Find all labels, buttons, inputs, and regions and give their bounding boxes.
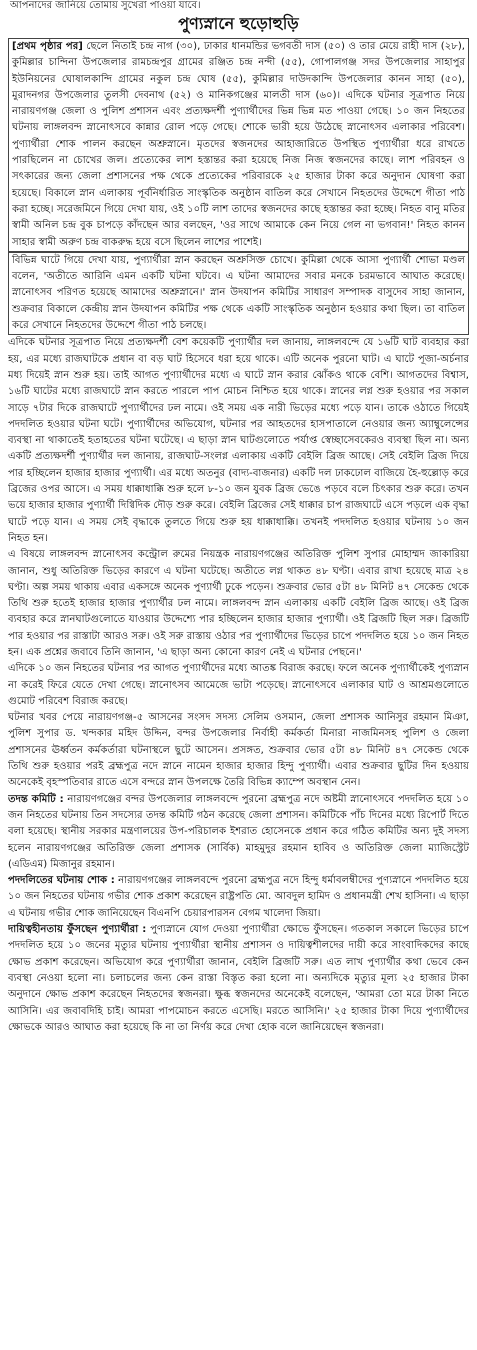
article-paragraph — [8, 792, 469, 873]
paragraph-lead: পদদলিতের ঘটনায় শোক : — [8, 875, 115, 887]
article-paragraph — [8, 873, 469, 922]
paragraph-lead: তদন্ত কমিটি : — [8, 793, 64, 805]
article-paragraph — [8, 710, 469, 791]
article-body — [8, 38, 469, 1348]
paragraph-text: ঘটনার খবর পেয়ে নারায়ণগঞ্জ-৫ আসনের সংসদ সদস্য সেলিম ওসমান, জেলা প্রশাসক আনিসুর রহমান মিঞা, পুলিশ সুপার ড. খন্দকার মহিদ উদ্দিন, বন্দর উপজেলার নির্বাহী কর্মকর্তা মিনারা নাজমিনসহ পুলিশ ও জেলা প্রশাসনের ঊর্ধ্বতন কর্মকর্তারা ঘটনাস্থলে ছুটে আসেন। প্রসঙ্গত, শুক্রবার ভোর ৫টা ৪৮ মিনিট ৪৭ সেকেন্ড থেকে তিথি শুরু হওয়ার পরই ব্রহ্মপুত্র নদে স্নানে নামেন হাজার হাজার হিন্দু পুণ্যার্থী। এবার শুক্রবার ছুটির দিন হওয়ায় অনেকেই বৃহস্পতিবার রাতে এসে বন্দরে স্নান উপলক্ষে তৈরি বিভিন্ন ক্যাম্পে অবস্থান নেন। — [8, 712, 469, 789]
article-paragraph — [8, 335, 469, 547]
paragraph-text: এদিকে ঘটনার সূত্রপাত নিয়ে প্রত্যক্ষদর্শী বেশ কয়েকটি পুণ্যার্থীর দল জানায়, লাঙ্গলবন্দে যে ১৬টি ঘাট ব্যবহার করা হয়, এর মধ্যে রাজঘাটকে প্রধান বা বড় ঘাট হিসেবে ধরা হয়ে থাকে। এটি অনেক পুরনো ঘাট। এ ঘাটে পূজা-অর্চনার মধ্য দিয়েই স্নান শুরু হয়। তাই আগত পুণ্যার্থীদের মধ্যে এ ঘাটে স্নান করার ঝোঁকও থাকে বেশি। আগতদের বিশ্বাস, ১৬টি ঘাটের মধ্যে রাজঘাটে স্নান করতে পারলে পাপ মোচন নিশ্চিত হয়ে থাকে। স্নানের লগ্ন শুরু হওয়ার পর সকাল সাড়ে ৭টার দিকে রাজঘাটে পুণ্যার্থীদের ঢল নামে। ওই সময় এক নারী ভিড়ের মধ্যে পড়ে যান। তাকে ওঠাতে গিয়েই পদদলিত হওয়ার ঘটনা ঘটে। পুণ্যার্থীদের অভিযোগ, ঘটনার পর আহতদের হাসপাতালে নেওয়ার জন্য অ্যাম্বুলেন্সের ব্যবস্থা না থাকাতেই হতাহতের ঘটনা ঘটেছে। এ ছাড়া স্নান ঘাটগুলোতে পর্যাপ্ত স্বেচ্ছাসেবকেরও ব্যবস্থা ছিল না। অন্য একটি প্রত্যক্ষদর্শী পুণ্যার্থীর দল জানায়, রাজঘাট-সংলগ্ন এলাকায় একটি বেইলি ব্রিজ আছে। সেই বেইলি ব্রিজ দিয়ে পার হচ্ছিলেন হাজার হাজার পুণ্যার্থী। এর মধ্যে অতনুর (বাদ্য-বাজনার) একটি দল ঢাকঢোল বাজিয়ে হৈ-হুল্লোড় করে ব্রিজের ওপর আসে। এ সময় ধাক্কাধাক্কি শুরু হলে ৮-১০ জন যুবক ব্রিজ ভেঙে পড়বে বলে চিৎকার শুরু করে। তখন ভয়ে হাজার হাজার পুণ্যার্থী দিগ্বিদিক দৌড় শুরু করে। বেইলি ব্রিজের সেই ধাক্কার চাপ রাজঘাটে এসে পড়লে এক বৃদ্ধা ঘাটে পড়ে যান। এ সময় সেই বৃদ্ধাকে তুলতে গিয়ে শুরু হয় ধাক্কাধাক্কি। তখনই পদদলিত হওয়ার ঘটনায় ১০ জন নিহত হন। — [8, 337, 469, 544]
article-paragraph — [8, 547, 469, 661]
article-paragraph — [8, 38, 469, 252]
paragraph-text: নারায়ণগঞ্জের লাঙ্গলবন্দে পুরনো ব্রহ্মপুত্র নদে হিন্দু ধর্মাবলম্বীদের পুণ্যস্নানে পদদলিত হয়ে ১০ জন নিহতের ঘটনায় গভীর শোক প্রকাশ করেছেন রাষ্ট্রপতি মো. আবদুল হামিদ ও প্রধানমন্ত্রী শেখ হাসিনা। এ ছাড়া এ ঘটনায় গভীর শোক জানিয়েছেন বিএনপি চেয়ারপারসন বেগম খালেদা জিয়া। — [8, 875, 469, 919]
paragraph-text: ছেলে নিতাই চন্দ্র নাগ (৩০), ঢাকার ধানমন্ডির ভগবতী দাস (৫০) ও তার মেয়ে রাহী দাস (২৮), কুমিল্লার চান্দিনা উপজেলার রামচন্দ্রপুর গ্রামের রঞ্জিত চন্দ্র নন্দী (৫৫), গোপালগঞ্জ সদর উপজেলার সাহাপুর ইউনিয়নের ঘোষালকান্দি গ্রামের নকুল চন্দ্র ঘোষ (৫৫), কুমিল্লার দাউদকান্দি উপজেলার কানন সাহা (৫০), মুরাদনগর উপজেলার তুলসী দেবনাথ (৫২) ও মানিকগঞ্জের মালতী দাস (৬০)। এদিকে ঘটনার সূত্রপাত নিয়ে নারায়ণগঞ্জ জেলা ও পুলিশ প্রশাসন এবং প্রত্যক্ষদর্শী পুণ্যার্থীদের ভিন্ন ভিন্ন মত পাওয়া গেছে। ১০ জন নিহতের ঘটনায় লাঙ্গলবন্দ স্নানোৎসবে কান্নার রোল পড়ে গেছে। শোকে ভারী হয়ে উঠেছে স্নানোৎসব এলাকার পরিবেশ। পুণ্যার্থীরা শোক পালন করছেন অশ্রুস্নানে। মৃতদের স্বজনদের আহাজারিতে উপস্থিত পুণ্যার্থীরা ধরে রাখতে পারছিলেন না চোখের জল। প্রত্যেকের লাশ হস্তান্তর করা হয়েছে নিজ নিজ স্বজনদের কাছে। লাশ পরিবহন ও সৎকারের জন্য জেলা প্রশাসনের পক্ষ থেকে প্রত্যেকের পরিবারকে ২৫ হাজার টাকা করে অনুদান ঘোষণা করা হয়েছে। বিকালে স্নান এলাকায় পূর্বনির্ধারিত সাংস্কৃতিক অনুষ্ঠান বাতিল করে সেখানে নিহতদের উদ্দেশে গীতা পাঠ করা হচ্ছে। সরেজমিনে গিয়ে দেখা যায়, ওই ১০টি লাশ তাদের স্বজনদের কাছে হস্তান্তর করা হচ্ছে। নিহত বানু মতির স্বামী অনিল চন্দ্র বুক চাপড়ে কাঁদছেন আর বলছেন, 'ওর সাথে আমাকে কেন নিয়ে গেল না ভগবান!' নিহত কানন সাহার স্বামী অরুণ চন্দ্র বাকরুদ্ধ হয়ে বসে ছিলেন লাশের পাশেই। — [12, 41, 465, 248]
paragraph-text: এ বিষয়ে লাঙ্গলবন্দ স্নানোৎসব কন্ট্রোল রুমের নিয়ন্ত্রক নারায়ণগঞ্জের অতিরিক্ত পুলিশ সুপার মোহাম্মদ জাকারিয়া জানান, শুধু অতিরিক্ত ভিড়ের কারণে এ ঘটনা ঘটেছে। অতীতে লগ্ন থাকত ৪৮ ঘণ্টা। এবার রাখা হয়েছে মাত্র ২৪ ঘণ্টা। অল্প সময় থাকায় এবার একসঙ্গে অনেক পুণ্যার্থী ঢুকে পড়েন। শুক্রবার ভোর ৫টা ৪৮ মিনিট ৪৭ সেকেন্ড থেকে তিথি শুরু হতেই হাজার হাজার পুণ্যার্থীর ঢল নামে। লাঙ্গলবন্দ স্নান এলাকায় একটি বেইলি ব্রিজ আছে। ওই ব্রিজ ব্যবহার করে স্নানঘাটগুলোতে যাওয়ার উদ্দেশ্যে পার হচ্ছিলেন হাজার হাজার পুণ্যার্থী। ওই ব্রিজটি ছিল সরু। ব্রিজটি পার হওয়ার পর রাস্তাটা আরও সরু। ওই সরু রাস্তায় ওঠার পর পুণ্যার্থীদের ভিড়ের চাপে পদদলিত হয়ে ১০ জন নিহত হন। এক প্রশ্নের জবাবে তিনি জানান, 'এ ছাড়া অন্য কোনো কারণ নেই এ ঘটনার পেছনে।' — [8, 549, 469, 658]
article-paragraph — [8, 661, 469, 710]
article-headline: পুণ্যস্নানে হুড়োহুড়ি — [178, 14, 299, 33]
paragraph-text: বিভিন্ন ঘাটে গিয়ে দেখা যায়, পুণ্যার্থীরা স্নান করছেন অশ্রুসিক্ত চোখে। কুমিল্লা থেকে আসা পুণ্যার্থী শোভা মণ্ডল বলেন, 'অতীতে আরিনি এমন একটি ঘটনা ঘটবে। এ ঘটনা আমাদের সবার মনকে চরমভাবে আঘাত করেছে। স্নানোৎসব পরিণত হয়েছে আমাদের অশ্রুস্নানে।' স্নান উদযাপন কমিটির সাধারণ সম্পাদক বাসুদেব সাহা জানান, শুক্রবার বিকালে কেন্দ্রীয় স্নান উদযাপন কমিটির পক্ষ থেকে একটি সাংস্কৃতিক অনুষ্ঠান হওয়ার কথা ছিল। তা বাতিল করে সেখানে নিহতদের উদ্দেশে গীতা পাঠ চলছে। — [12, 254, 466, 332]
paragraph-lead: [প্রথম পৃষ্ঠার পর] — [12, 41, 83, 52]
previous-article-fragment: আপনাদের জানিয়ে তোমায় সুখেরা পাওয়া যাবে। — [10, 0, 201, 11]
article-paragraph — [8, 252, 469, 335]
paragraph-text: এদিকে ১০ জন নিহতের ঘটনার পর আগত পুণ্যার্থীদের মধ্যে আতঙ্ক বিরাজ করছে। ফলে অনেক পুণ্যার্থীকেই পুণ্যস্নান না করেই ফিরে যেতে দেখা গেছে। স্নানোৎসব আমেজে ভাটা পড়েছে। স্নানোৎসবে এলাকার ঘাট ও আশ্রমগুলোতে গুমোট পরিবেশ বিরাজ করছে। — [8, 663, 469, 707]
paragraph-text: পুণ্যস্নানে যোগ দেওয়া পুণ্যার্থীরা ক্ষোভে ফুঁসছেন। গতকাল সকালে ভিড়ের চাপে পদদলিত হয়ে ১০ জনের মৃত্যুর ঘটনায় পুণ্যার্থীরা স্থানীয় প্রশাসন ও দায়িত্বশীলদের দায়ী করে সাংবাদিকদের কাছে ক্ষোভ প্রকাশ করেছেন। অভিযোগ করে পুণ্যার্থীরা জানান, বেইলি ব্রিজটি সরু। এত লাখ পুণ্যার্থীর কথা ভেবে কেন ব্যবস্থা নেওয়া হলো না। চলাচলের জন্য কেন রাস্তা বিস্তৃত করা হলো না। অন্যদিকে মৃত্যুর মূল্য ২৫ হাজার টাকা অনুদানে ক্ষোভ প্রকাশ করেছেন নিহতদের স্বজনরা। ক্ষুব্ধ স্বজনদের অনেকেই বলেছেন, 'আমরা তো মরে টাকা নিতে আসিনি। এর জবাবদিহি চাই। আমরা পাপমোচন করতে এসেছি। মরতে আসিনি।' ২৫ হাজার টাকা দিয়ে পুণ্যার্থীদের ক্ষোভকে আরও আঘাত করা হয়েছে কি না তা নির্ণয় করে দেখা হোক বলে জানিয়েছেন স্বজনরা। — [8, 924, 469, 1033]
article-paragraph — [8, 922, 469, 1036]
paragraph-lead: দায়িত্বহীনতায় ফুঁসছেন পুণ্যার্থীরা : — [8, 924, 147, 936]
paragraph-text: নারায়ণগঞ্জের বন্দর উপজেলার লাঙ্গলবন্দে পুরনো ব্রহ্মপুত্র নদে অষ্টমী স্নানোৎসবে পদদলিত হয়ে ১০ জন নিহতের ঘটনায় তিন সদস্যের তদন্ত কমিটি গঠন করেছে জেলা প্রশাসন। কমিটিকে পাঁচ দিনের মধ্যে রিপোর্ট দিতে বলা হয়েছে। স্থানীয় সরকার মন্ত্রণালয়ের উপ-পরিচালক ইশরাত হোসেনকে প্রধান করে গঠিত কমিটির অন্য দুই সদস্য হলেন নারায়ণগঞ্জের অতিরিক্ত জেলা প্রশাসক (সার্বিক) মাহমুদুর রহমান হাবিব ও অতিরিক্ত জেলা ম্যাজিস্ট্রেট (এডিএম) মিজানুর রহমান। — [8, 793, 469, 870]
